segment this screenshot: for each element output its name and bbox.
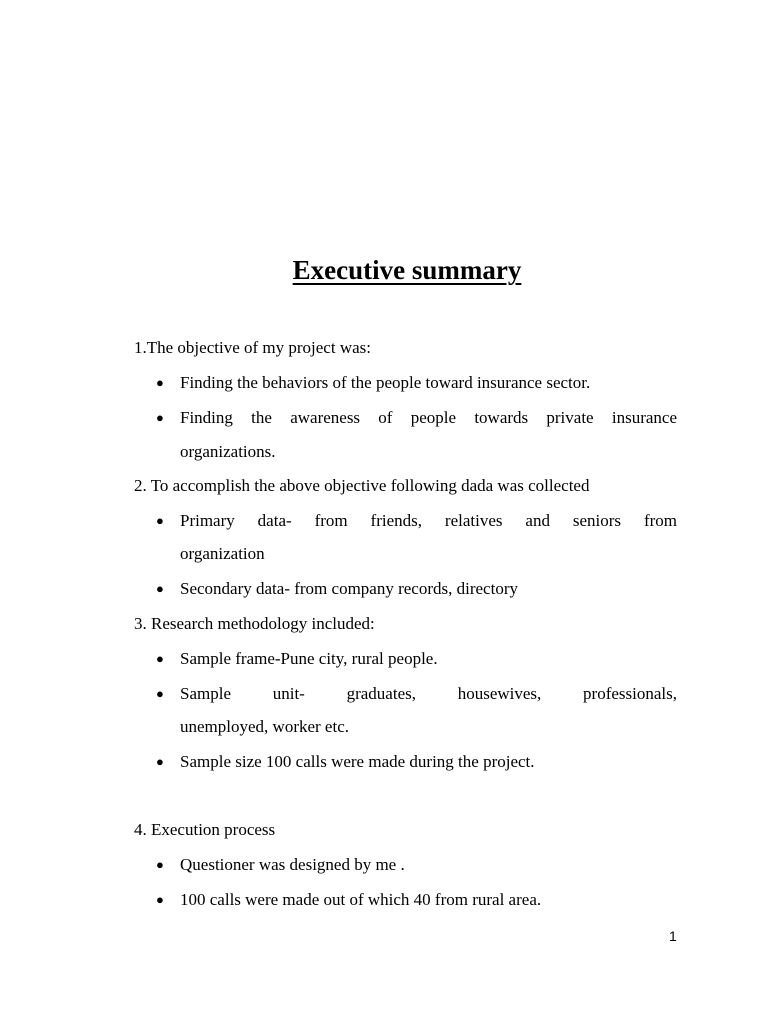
- bullet-icon: ●: [156, 857, 164, 872]
- bullet-icon: ●: [156, 651, 164, 666]
- list-item: Sample size 100 calls were made during the project.: [180, 752, 535, 771]
- section-heading-execution: 4. Execution process: [134, 820, 276, 839]
- list-item-continuation: organizations.: [180, 442, 276, 461]
- bullet-icon: ●: [156, 686, 164, 701]
- bullet-icon: ●: [156, 513, 164, 528]
- page-number: 1: [669, 928, 677, 944]
- section-heading-methodology: 3. Research methodology included:: [134, 614, 375, 633]
- bullet-icon: ●: [156, 410, 164, 425]
- section-heading-data-collection: 2. To accomplish the above objective following dada was collected: [134, 476, 590, 495]
- bullet-icon: ●: [156, 375, 164, 390]
- bullet-icon: ●: [156, 892, 164, 907]
- section-heading-objective: 1.The objective of my project was:: [134, 338, 371, 357]
- bullet-icon: ●: [156, 754, 164, 769]
- page-title: Executive summary: [292, 255, 522, 285]
- list-item-continuation: unemployed, worker etc.: [180, 717, 349, 736]
- list-item-continuation: organization: [180, 544, 265, 563]
- list-item: Finding the behaviors of the people toward insurance sector.: [180, 373, 591, 392]
- list-item: Questioner was designed by me .: [180, 855, 405, 874]
- list-item: Finding the awareness of people towards private insurance: [180, 408, 677, 427]
- list-item: Primary data- from friends, relatives and seniors from: [180, 511, 677, 530]
- list-item: 100 calls were made out of which 40 from rural area.: [180, 890, 542, 909]
- bullet-icon: ●: [156, 581, 164, 596]
- list-item: Sample unit- graduates, housewives, professionals,: [180, 684, 677, 703]
- list-item: Secondary data- from company records, directory: [180, 579, 518, 598]
- list-item: Sample frame-Pune city, rural people.: [180, 649, 438, 668]
